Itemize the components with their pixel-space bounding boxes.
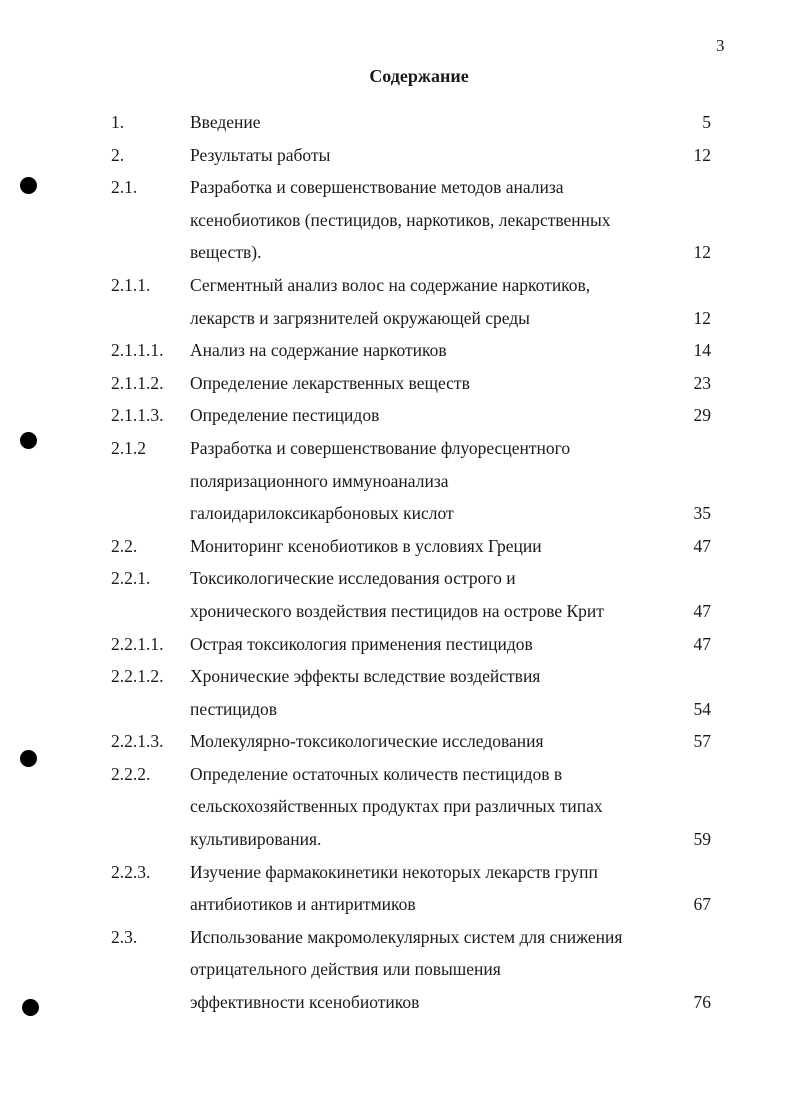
toc-entry-title [190,399,672,432]
toc-entry-number: 2.1.1.3. [111,405,164,426]
toc-entry-line: поляризационного иммуноанализа [190,470,449,491]
toc-entry-number: 1. [111,112,125,132]
toc-entry-title [190,530,672,563]
toc-entry-line: Острая токсикология применения пестицидов [190,633,533,654]
toc-entry-page: 5 [702,112,711,132]
toc-entry [0,660,793,725]
toc-entry-line: Результаты работы [190,144,331,165]
toc-entry [0,399,793,432]
toc-entry-title [190,106,672,139]
toc-entry [0,139,793,172]
page-number: 3 [716,36,725,55]
toc-entry-page: 59 [693,829,711,850]
toc-entry [0,334,793,367]
toc-entry-page: 47 [693,600,711,621]
toc-entry-number: 2.2. [111,535,138,556]
toc-entry [0,269,793,334]
toc-entry [0,530,793,563]
toc-entry-page: 57 [693,731,711,752]
toc-entry [0,562,793,627]
toc-entry-page: 12 [693,144,711,165]
punch-hole [22,999,39,1016]
toc-entry-number: 2.2.3. [111,861,151,882]
toc-entry-title [190,432,672,530]
toc-entry [0,367,793,400]
toc-entry-number: 2.1.1.1. [111,340,164,361]
toc-entry [0,171,793,269]
toc-entry-line: Определение лекарственных веществ [190,372,470,393]
toc-entry-line: галоидарилоксикарбоновых кислот [190,503,454,524]
toc-entry-line: ксенобиотиков (пестицидов, наркотиков, лекарственных [190,209,611,230]
toc-entry-title [190,139,672,172]
toc-entry [0,106,793,139]
toc-entry-line: культивирования. [190,829,322,850]
toc-entry-number: 2.2.1. [111,568,151,589]
toc-entry-line: Молекулярно-токсикологические исследования [190,731,544,752]
table-of-contents [0,106,793,1019]
toc-entry-line: Анализ на содержание наркотиков [190,340,447,361]
toc-entry-page: 47 [693,633,711,654]
toc-entry-number: 2.1.2 [111,437,146,458]
toc-entry-page: 47 [693,535,711,556]
toc-entry-page: 35 [693,503,711,524]
toc-entry-line: Разработка и совершенствование флуоресцентного [190,437,571,458]
toc-entry-number: 2.1.1. [111,274,151,295]
toc-entry [0,628,793,661]
toc-entry [0,432,793,530]
toc-entry-title [190,334,672,367]
punch-hole [20,750,37,767]
toc-entry [0,758,793,856]
toc-entry-line: хронического воздействия пестицидов на острове Крит [190,600,604,621]
toc-entry-title [190,660,672,725]
toc-entry-number: 2.2.1.3. [111,731,164,752]
toc-entry-title [190,628,672,661]
toc-entry-page: 12 [693,307,711,328]
toc-entry-line: Токсикологические исследования острого и [190,568,516,589]
toc-entry-number: 2.1. [111,177,138,198]
toc-entry-line: веществ). [190,242,262,263]
toc-entry-page: 23 [693,372,711,393]
toc-entry-page: 54 [693,698,711,719]
toc-entry-line: Хронические эффекты вследствие воздействия [190,666,541,687]
toc-entry-title [190,269,672,334]
toc-entry-title [190,367,672,400]
toc-entry-title [190,562,672,627]
toc-entry-line: пестицидов [190,698,277,719]
toc-entry-line: антибиотиков и антиритмиков [190,894,416,915]
toc-entry-line: Определение остаточных количеств пестицидов в [190,763,563,784]
toc-entry-page: 29 [693,405,711,426]
toc-entry-title [190,856,672,921]
toc-entry [0,725,793,758]
toc-entry-number: 2.2.1.2. [111,666,164,687]
toc-entry [0,856,793,921]
punch-hole [20,432,37,449]
toc-entry-number: 2. [111,144,125,165]
toc-entry-line: Определение пестицидов [190,405,380,426]
toc-entry-number: 2.1.1.2. [111,372,164,393]
toc-entry-line: эффективности ксенобиотиков [190,992,420,1013]
toc-entry-line: лекарств и загрязнителей окружающей среды [190,307,530,328]
toc-entry-line: Использование макромолекулярных систем для снижения [190,926,623,947]
toc-entry-page: 12 [693,242,711,263]
toc-entry-number: 2.3. [111,926,138,947]
page-title: Содержание [369,66,469,86]
toc-entry [0,921,793,1019]
toc-entry-line: Введение [190,112,261,132]
toc-entry-page: 76 [693,992,711,1013]
toc-entry-title [190,725,672,758]
toc-entry-number: 2.2.2. [111,763,151,784]
toc-entry-title [190,171,672,269]
toc-entry-page: 14 [693,340,711,361]
toc-entry-line: Разработка и совершенствование методов анализа [190,177,564,198]
toc-entry-title [190,921,672,1019]
toc-entry-number: 2.2.1.1. [111,633,164,654]
toc-entry-line: сельскохозяйственных продуктах при различных типах [190,796,603,817]
toc-entry-page: 67 [693,894,711,915]
toc-entry-line: Изучение фармакокинетики некоторых лекарств групп [190,861,598,882]
toc-entry-line: отрицательного действия или повышения [190,959,501,980]
punch-hole [20,177,37,194]
toc-entry-line: Мониторинг ксенобиотиков в условиях Греции [190,535,542,556]
toc-entry-title [190,758,672,856]
toc-entry-line: Сегментный анализ волос на содержание наркотиков, [190,274,591,295]
